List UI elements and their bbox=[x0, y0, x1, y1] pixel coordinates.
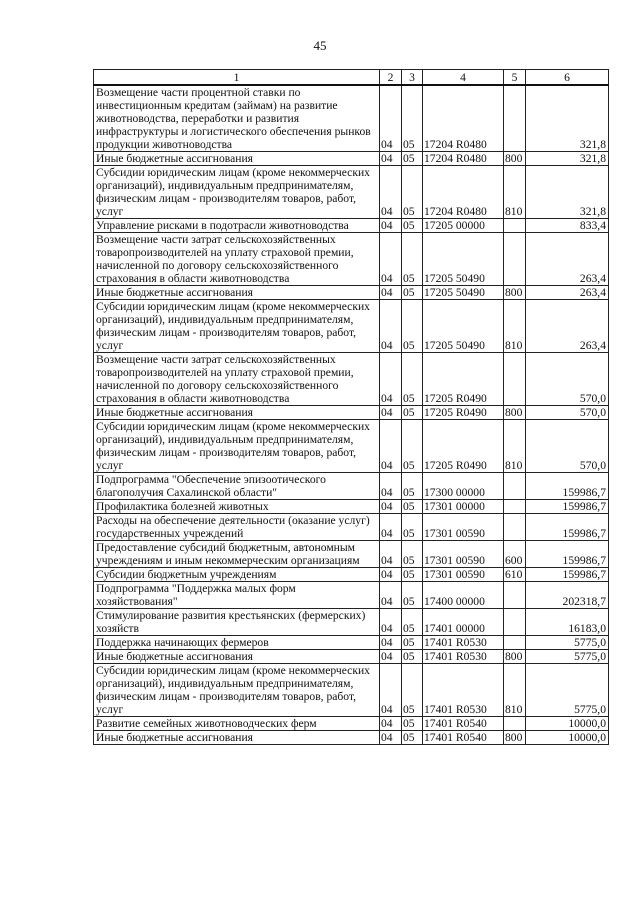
row-section: 04 bbox=[380, 541, 402, 568]
row-expense-type bbox=[504, 233, 526, 286]
row-name: Предоставление субсидий бюджетным, автономным учреждениям и иным некоммерческим организациям bbox=[94, 541, 380, 568]
row-expense-type: 800 bbox=[504, 650, 526, 664]
row-subsection: 05 bbox=[402, 420, 423, 473]
row-expense-type bbox=[504, 219, 526, 233]
row-name: Иные бюджетные ассигнования bbox=[94, 650, 380, 664]
row-subsection: 05 bbox=[402, 166, 423, 219]
table-row bbox=[94, 650, 609, 664]
table-row bbox=[94, 636, 609, 650]
row-amount: 570,0 bbox=[526, 420, 609, 473]
row-name: Субсидии юридическим лицам (кроме некоммерческих организаций), индивидуальным предпринимателям, физическим лицам - производителям товаров, работ, услуг bbox=[94, 300, 380, 353]
row-expense-type: 810 bbox=[504, 420, 526, 473]
row-target-article: 17205 50490 bbox=[423, 286, 504, 300]
row-section: 04 bbox=[380, 568, 402, 582]
row-target-article: 17205 50490 bbox=[423, 300, 504, 353]
row-name: Иные бюджетные ассигнования bbox=[94, 152, 380, 166]
row-amount: 16183,0 bbox=[526, 609, 609, 636]
row-expense-type bbox=[504, 717, 526, 731]
row-expense-type bbox=[504, 500, 526, 514]
row-expense-type: 810 bbox=[504, 166, 526, 219]
row-subsection: 05 bbox=[402, 85, 423, 152]
row-subsection: 05 bbox=[402, 514, 423, 541]
row-target-article: 17205 00000 bbox=[423, 219, 504, 233]
row-target-article: 17301 00590 bbox=[423, 514, 504, 541]
table-row bbox=[94, 609, 609, 636]
row-name: Подпрограмма "Обеспечение эпизоотического благополучия Сахалинской области" bbox=[94, 473, 380, 500]
row-subsection: 05 bbox=[402, 609, 423, 636]
table-row bbox=[94, 500, 609, 514]
row-section: 04 bbox=[380, 219, 402, 233]
row-subsection: 05 bbox=[402, 152, 423, 166]
row-expense-type: 810 bbox=[504, 300, 526, 353]
table-row bbox=[94, 664, 609, 717]
table-body bbox=[94, 85, 609, 745]
table-row bbox=[94, 717, 609, 731]
row-subsection: 05 bbox=[402, 541, 423, 568]
row-section: 04 bbox=[380, 582, 402, 609]
row-name: Иные бюджетные ассигнования bbox=[94, 406, 380, 420]
row-subsection: 05 bbox=[402, 568, 423, 582]
column-header: 4 bbox=[423, 70, 504, 86]
row-name: Субсидии бюджетным учреждениям bbox=[94, 568, 380, 582]
row-name: Возмещение части затрат сельскохозяйственных товаропроизводителей на уплату страховой премии, начисленной по договору сельскохозяйственного страхования в области животноводства bbox=[94, 233, 380, 286]
row-amount: 263,4 bbox=[526, 300, 609, 353]
row-target-article: 17204 R0480 bbox=[423, 85, 504, 152]
row-subsection: 05 bbox=[402, 353, 423, 406]
row-name: Поддержка начинающих фермеров bbox=[94, 636, 380, 650]
row-target-article: 17401 R0530 bbox=[423, 664, 504, 717]
table-row bbox=[94, 568, 609, 582]
row-amount: 159986,7 bbox=[526, 473, 609, 500]
row-section: 04 bbox=[380, 609, 402, 636]
row-subsection: 05 bbox=[402, 582, 423, 609]
row-target-article: 17205 R0490 bbox=[423, 353, 504, 406]
row-section: 04 bbox=[380, 166, 402, 219]
column-header: 1 bbox=[94, 70, 380, 86]
row-target-article: 17205 R0490 bbox=[423, 420, 504, 473]
row-expense-type bbox=[504, 609, 526, 636]
table-row bbox=[94, 731, 609, 745]
row-section: 04 bbox=[380, 500, 402, 514]
row-name: Возмещение части процентной ставки по инвестиционным кредитам (займам) на развитие животноводства, переработки и развития инфраструктуры и логистического обеспечения рынков продукции животноводства bbox=[94, 85, 380, 152]
row-section: 04 bbox=[380, 152, 402, 166]
row-amount: 159986,7 bbox=[526, 541, 609, 568]
row-expense-type bbox=[504, 582, 526, 609]
row-amount: 5775,0 bbox=[526, 636, 609, 650]
row-amount: 5775,0 bbox=[526, 664, 609, 717]
table-row bbox=[94, 286, 609, 300]
row-subsection: 05 bbox=[402, 650, 423, 664]
row-expense-type bbox=[504, 85, 526, 152]
row-expense-type bbox=[504, 473, 526, 500]
row-target-article: 17204 R0480 bbox=[423, 166, 504, 219]
row-amount: 570,0 bbox=[526, 406, 609, 420]
row-expense-type: 800 bbox=[504, 406, 526, 420]
row-subsection: 05 bbox=[402, 286, 423, 300]
row-expense-type bbox=[504, 514, 526, 541]
row-amount: 10000,0 bbox=[526, 717, 609, 731]
row-amount: 202318,7 bbox=[526, 582, 609, 609]
row-name: Субсидии юридическим лицам (кроме некоммерческих организаций), индивидуальным предпринимателям, физическим лицам - производителям товаров, работ, услуг bbox=[94, 664, 380, 717]
row-target-article: 17401 R0530 bbox=[423, 636, 504, 650]
row-section: 04 bbox=[380, 664, 402, 717]
row-name: Возмещение части затрат сельскохозяйственных товаропроизводителей на уплату страховой премии, начисленной по договору сельскохозяйственного страхования в области животноводства bbox=[94, 353, 380, 406]
row-amount: 5775,0 bbox=[526, 650, 609, 664]
row-amount: 321,8 bbox=[526, 85, 609, 152]
table-row bbox=[94, 514, 609, 541]
row-name: Субсидии юридическим лицам (кроме некоммерческих организаций), индивидуальным предпринимателям, физическим лицам - производителям товаров, работ, услуг bbox=[94, 166, 380, 219]
table-row bbox=[94, 166, 609, 219]
row-amount: 570,0 bbox=[526, 353, 609, 406]
row-expense-type: 810 bbox=[504, 664, 526, 717]
row-amount: 263,4 bbox=[526, 286, 609, 300]
row-target-article: 17300 00000 bbox=[423, 473, 504, 500]
table-row bbox=[94, 300, 609, 353]
table-row bbox=[94, 152, 609, 166]
row-name: Расходы на обеспечение деятельности (оказание услуг) государственных учреждений bbox=[94, 514, 380, 541]
row-subsection: 05 bbox=[402, 731, 423, 745]
table-row bbox=[94, 406, 609, 420]
row-amount: 159986,7 bbox=[526, 514, 609, 541]
row-subsection: 05 bbox=[402, 500, 423, 514]
row-amount: 10000,0 bbox=[526, 731, 609, 745]
table-row bbox=[94, 541, 609, 568]
row-section: 04 bbox=[380, 233, 402, 286]
table-row bbox=[94, 85, 609, 152]
table-row bbox=[94, 233, 609, 286]
row-expense-type: 800 bbox=[504, 731, 526, 745]
row-subsection: 05 bbox=[402, 717, 423, 731]
table-row bbox=[94, 473, 609, 500]
row-expense-type: 800 bbox=[504, 152, 526, 166]
row-amount: 159986,7 bbox=[526, 500, 609, 514]
row-name: Субсидии юридическим лицам (кроме некоммерческих организаций), индивидуальным предпринимателям, физическим лицам - производителям товаров, работ, услуг bbox=[94, 420, 380, 473]
row-name: Иные бюджетные ассигнования bbox=[94, 286, 380, 300]
row-expense-type: 600 bbox=[504, 541, 526, 568]
table-header-row bbox=[94, 70, 609, 86]
row-subsection: 05 bbox=[402, 300, 423, 353]
table-row bbox=[94, 420, 609, 473]
row-target-article: 17205 R0490 bbox=[423, 406, 504, 420]
row-name: Подпрограмма "Поддержка малых форм хозяйствования" bbox=[94, 582, 380, 609]
table-row bbox=[94, 353, 609, 406]
column-header: 5 bbox=[504, 70, 526, 86]
row-target-article: 17401 R0540 bbox=[423, 731, 504, 745]
row-expense-type bbox=[504, 353, 526, 406]
row-name: Профилактика болезней животных bbox=[94, 500, 380, 514]
row-amount: 263,4 bbox=[526, 233, 609, 286]
table-row bbox=[94, 219, 609, 233]
row-target-article: 17401 R0540 bbox=[423, 717, 504, 731]
row-amount: 833,4 bbox=[526, 219, 609, 233]
row-section: 04 bbox=[380, 731, 402, 745]
row-expense-type: 800 bbox=[504, 286, 526, 300]
row-subsection: 05 bbox=[402, 664, 423, 717]
row-subsection: 05 bbox=[402, 219, 423, 233]
row-amount: 321,8 bbox=[526, 166, 609, 219]
row-name: Иные бюджетные ассигнования bbox=[94, 731, 380, 745]
budget-table bbox=[93, 69, 609, 745]
row-subsection: 05 bbox=[402, 406, 423, 420]
row-amount: 159986,7 bbox=[526, 568, 609, 582]
row-amount: 321,8 bbox=[526, 152, 609, 166]
row-section: 04 bbox=[380, 650, 402, 664]
column-header: 2 bbox=[380, 70, 402, 86]
row-section: 04 bbox=[380, 300, 402, 353]
row-target-article: 17401 R0530 bbox=[423, 650, 504, 664]
column-header: 6 bbox=[526, 70, 609, 86]
row-name: Развитие семейных животноводческих ферм bbox=[94, 717, 380, 731]
row-section: 04 bbox=[380, 514, 402, 541]
row-name: Управление рисками в подотрасли животноводства bbox=[94, 219, 380, 233]
page-number: 45 bbox=[313, 38, 327, 53]
row-subsection: 05 bbox=[402, 233, 423, 286]
row-target-article: 17301 00000 bbox=[423, 500, 504, 514]
column-header: 3 bbox=[402, 70, 423, 86]
row-target-article: 17301 00590 bbox=[423, 568, 504, 582]
row-expense-type bbox=[504, 636, 526, 650]
table-row bbox=[94, 582, 609, 609]
row-name: Стимулирование развития крестьянских (фермерских) хозяйств bbox=[94, 609, 380, 636]
row-target-article: 17400 00000 bbox=[423, 582, 504, 609]
row-target-article: 17401 00000 bbox=[423, 609, 504, 636]
row-section: 04 bbox=[380, 406, 402, 420]
row-section: 04 bbox=[380, 286, 402, 300]
row-section: 04 bbox=[380, 473, 402, 500]
row-section: 04 bbox=[380, 85, 402, 152]
row-section: 04 bbox=[380, 636, 402, 650]
row-target-article: 17205 50490 bbox=[423, 233, 504, 286]
row-section: 04 bbox=[380, 717, 402, 731]
row-section: 04 bbox=[380, 420, 402, 473]
row-subsection: 05 bbox=[402, 636, 423, 650]
row-section: 04 bbox=[380, 353, 402, 406]
row-expense-type: 610 bbox=[504, 568, 526, 582]
row-target-article: 17301 00590 bbox=[423, 541, 504, 568]
row-subsection: 05 bbox=[402, 473, 423, 500]
row-target-article: 17204 R0480 bbox=[423, 152, 504, 166]
